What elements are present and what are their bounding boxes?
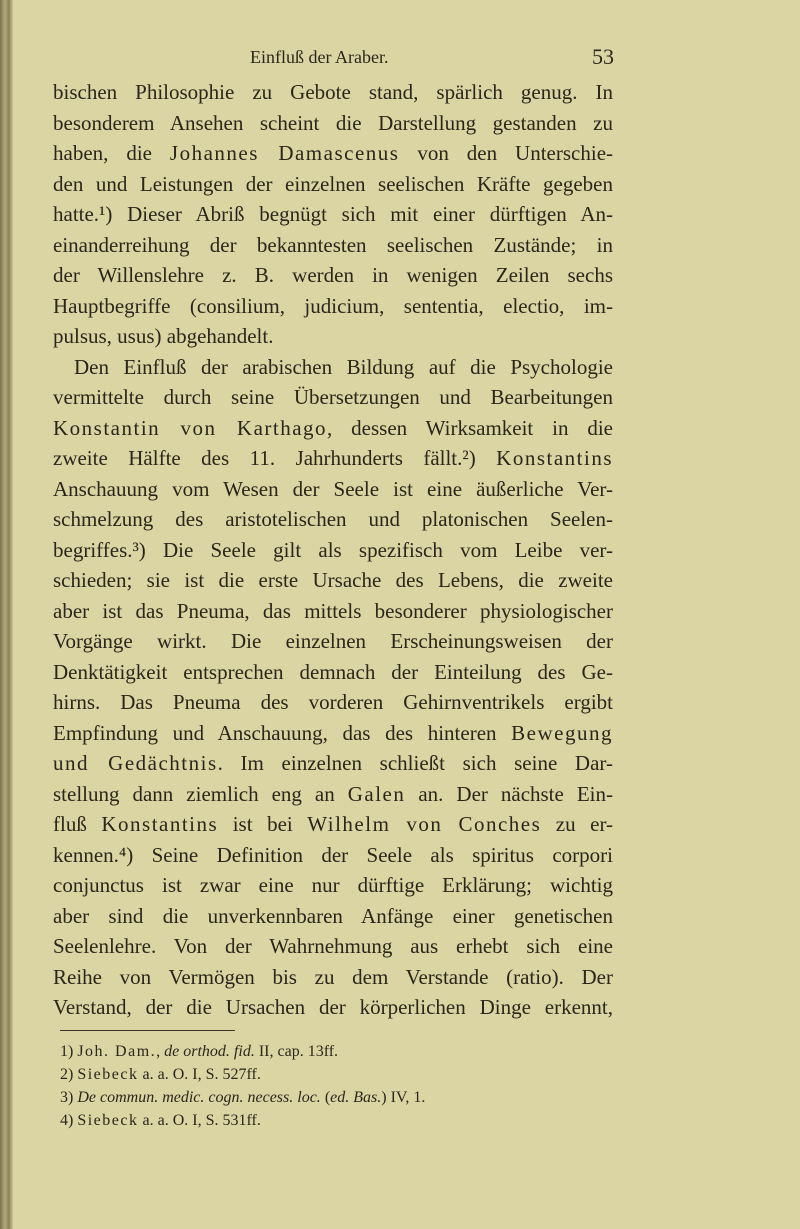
text-segment: . Im einzelnen schließt sich seine Dar- <box>217 751 613 775</box>
text-line <box>53 687 613 718</box>
text-line <box>53 443 613 474</box>
text-segment: den und Leistungen der einzelnen seelischen Kräfte gegeben <box>53 171 613 196</box>
text-segment: kennen.⁴) Seine Definition der Seele als spiritus corpori <box>53 842 613 867</box>
spaced-name: Siebeck <box>77 1066 139 1083</box>
spaced-name: Siebeck <box>77 1112 139 1129</box>
italic-title: De commun. medic. cogn. necess. loc. <box>77 1089 321 1106</box>
text-segment: von den Unterschie- <box>399 141 614 165</box>
text-segment: zweite Hälfte des 11. Jahrhunderts fällt.²) <box>53 446 497 470</box>
text-line <box>53 138 613 169</box>
book-binding-edge <box>0 0 13 1229</box>
text-segment: fluß <box>53 812 102 836</box>
text-line <box>53 992 613 1023</box>
text-line <box>53 413 613 444</box>
text-segment: 3) <box>60 1089 78 1106</box>
text-line <box>53 901 613 932</box>
text-segment: an. Der nächste Ein- <box>405 781 613 806</box>
spaced-name: Galen <box>347 781 406 806</box>
text-segment: 2) <box>60 1066 78 1083</box>
spaced-name: Johannes Damascenus <box>169 141 400 165</box>
text-segment: der Willenslehre z. B. werden in wenigen Zeilen sechs <box>53 263 613 287</box>
spaced-name: Konstantin von Karthago <box>53 415 328 440</box>
text-segment: a. a. O. I, S. 527ff. <box>138 1066 261 1083</box>
text-segment: schieden; sie ist die erste Ursache des Lebens, die zweite <box>53 568 613 592</box>
text-line <box>53 626 613 657</box>
spaced-name: und Gedächtnis <box>53 751 218 775</box>
text-segment: aber sind die unverkennbaren Anfänge einer genetischen <box>53 903 613 928</box>
text-line <box>53 321 613 352</box>
footnote <box>60 1063 620 1086</box>
text-segment: conjunctus ist zwar eine nur dürftige Erklärung; wichtig <box>53 873 613 897</box>
text-segment: Anschauung vom Wesen der Seele ist eine äußerliche Ver- <box>53 476 613 501</box>
text-line <box>53 169 613 200</box>
text-line <box>53 748 613 779</box>
text-segment: begriffes.³) Die Seele gilt als spezifisch vom Leibe ver- <box>53 537 613 562</box>
text-line <box>53 260 613 291</box>
footnote <box>60 1086 620 1109</box>
text-segment: pulsus, usus) abgehandelt. <box>53 324 274 348</box>
text-segment: Seelenlehre. Von der Wahrnehmung aus erhebt sich eine <box>53 934 613 958</box>
footnote-rule <box>60 1030 235 1031</box>
text-line <box>53 565 613 596</box>
page-header <box>0 40 800 72</box>
text-line <box>53 382 613 413</box>
text-line <box>53 535 613 566</box>
text-segment: Hauptbegriffe (consilium, judicium, sententia, electio, im- <box>53 293 613 318</box>
text-segment: schmelzung des aristotelischen und platonischen Seelen- <box>53 507 613 531</box>
text-line <box>53 77 613 108</box>
text-segment: zu er- <box>541 812 614 836</box>
text-line <box>53 108 613 139</box>
spaced-name: Konstantins <box>496 446 613 470</box>
italic-title: ed. Bas. <box>330 1089 382 1106</box>
text-segment: ist bei <box>218 812 308 836</box>
text-segment: hirns. Das Pneuma des vorderen Gehirnventrikels ergibt <box>53 690 613 714</box>
text-segment: 1) <box>60 1043 78 1060</box>
text-segment: Vorgänge wirkt. Die einzelnen Erscheinungsweisen der <box>53 629 613 653</box>
text-line <box>53 352 613 383</box>
text-line <box>53 809 613 840</box>
text-segment: II, cap. 13ff. <box>254 1043 339 1060</box>
italic-title: de orthod. fid. <box>164 1043 255 1060</box>
text-line <box>53 962 613 993</box>
spaced-name: Joh. Dam. <box>77 1043 157 1060</box>
spaced-name: Konstantins <box>101 812 219 836</box>
text-segment: besonderem Ansehen scheint die Darstellung gestanden zu <box>53 110 613 135</box>
text-segment: vermittelte durch seine Übersetzungen und Bearbeitungen <box>53 385 613 409</box>
text-line <box>53 718 613 749</box>
text-segment: Denktätigkeit entsprechen demnach der Einteilung des Ge- <box>53 659 613 684</box>
text-segment: Den Einfluß der arabischen Bildung auf die Psychologie <box>53 354 613 379</box>
text-line <box>53 657 613 688</box>
text-segment: aber ist das Pneuma, das mittels besonderer physiologischer <box>53 598 613 623</box>
text-segment: , <box>156 1043 165 1060</box>
text-line <box>53 840 613 871</box>
text-segment: haben, die <box>53 141 170 165</box>
footnote <box>60 1109 620 1132</box>
text-segment: hatte.¹) Dieser Abriß begnügt sich mit einer dürftigen An- <box>53 202 613 226</box>
body-text <box>53 77 613 1023</box>
text-segment: , dessen Wirksamkeit in die <box>327 415 613 440</box>
text-segment: 4) <box>60 1112 78 1129</box>
text-line <box>53 931 613 962</box>
text-line <box>53 870 613 901</box>
footnote <box>60 1040 620 1063</box>
text-line <box>53 474 613 505</box>
text-line <box>53 230 613 261</box>
spaced-name: Wilhelm von Conches <box>307 812 542 836</box>
text-line <box>53 779 613 810</box>
footnotes <box>60 1040 620 1132</box>
text-line <box>53 199 613 230</box>
text-segment: bischen Philosophie zu Gebote stand, spärlich genug. In <box>53 80 613 104</box>
text-segment: a. a. O. I, S. 531ff. <box>138 1112 261 1129</box>
page-number: 53 <box>592 44 614 69</box>
text-line <box>53 596 613 627</box>
text-segment: ) IV, 1. <box>381 1089 426 1106</box>
text-segment: Reihe von Vermögen bis zu dem Verstande (ratio). Der <box>53 964 613 989</box>
running-title: Einfluß der Araber. <box>250 47 389 67</box>
spaced-name: Bewegung <box>511 720 613 745</box>
text-segment: stellung dann ziemlich eng an <box>53 781 348 806</box>
text-segment: einanderreihung der bekanntesten seelischen Zustände; in <box>53 232 613 257</box>
text-segment: ( <box>320 1089 331 1106</box>
text-line <box>53 504 613 535</box>
text-segment: Empfindung und Anschauung, das des hinteren <box>53 720 512 745</box>
text-segment: Verstand, der die Ursachen der körperlichen Dinge erkennt, <box>53 995 613 1019</box>
text-line <box>53 291 613 322</box>
